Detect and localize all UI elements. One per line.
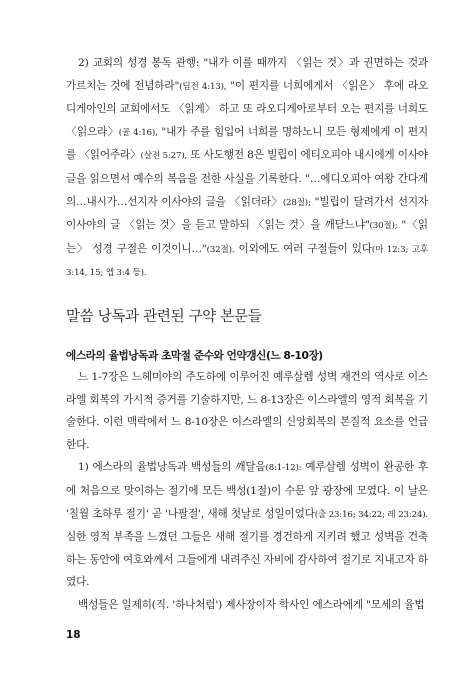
paragraph-ezra-reading	[66, 456, 428, 594]
text-segment: 예루살렘 성벽이 완공한 후에 처음으로 맞이하는 절기에 모든 백성(1절)이 수문 앞 광장에 모였다. 이 날은 '칠월 초하루 절기' 곧 '나팔절', 새해 첫날로 성일이었다	[66, 461, 428, 520]
text-segment: 이외에도 여러 구절들이 있다	[234, 242, 372, 255]
scripture-ref: (출 23:16; 34:22; 레 23:24).	[314, 509, 428, 520]
text-segment: "빌립이 달려가서 선지자 이사야의 글 〈읽는 것〉을 듣고 말하되 〈읽는 것〉을 깨닫느냐"	[66, 195, 428, 232]
sub-heading: 에스라의 율법낭독과 초막절 준수와 언약갱신(느 8-10장)	[66, 350, 323, 362]
text-segment: "〈읽는〉 성경 구절은 이것이니…"	[66, 219, 428, 255]
body-paragraph-top	[66, 52, 428, 285]
scripture-ref: (30절);	[369, 221, 398, 232]
text-segment: 또 사도행전 8은 빌립이 에티오피아 내시에게 이사야 글을 읽으면서 예수의 복음을 전한 사실을 기록한다. "…에디오피아 여왕 간다게의…내시가…선지자 이사야의 글을 〈읽더라〉	[66, 149, 428, 208]
body-paragraph-bottom	[66, 366, 428, 617]
scripture-ref: (살전 5:27),	[140, 151, 188, 162]
text-segment: 1) 에스라의 율법낭독과 백성들의 깨달음	[78, 461, 266, 474]
paragraph-intro: 느 1-7장은 느헤미야의 주도하에 이루어진 예루살렘 성벽 재건의 역사로 이스라엘 회복의 가시적 증거를 기술하지만, 느 8-13장은 이스라엘의 영적 회복을 기술한다. 이런 맥락에서 느 8-10장은 이스라엘의 신앙회복의 본질적 요소를 언급한다.	[66, 371, 428, 451]
scripture-ref: (28절);	[282, 197, 311, 208]
text-segment: 심한 영적 부족을 느꼈던 그들은 새해 절기를 경건하게 지키려 했고 성벽을 건축하는 동안에 여호와께서 그들에게 내려주신 자비에 감사하여 절기로 지내고자 하였다.	[66, 531, 428, 589]
paragraph-people: 백성들은 일제히(직. '하나처럼') 제사장이자 학사인 에스라에게 "모세의 율법	[78, 598, 425, 611]
text-segment: 2) 교회의 성경 봉독 관행: "내가 이를 때까지 〈읽는 것〉과 권면하는 것과 가르치는 것에 전념하라"	[66, 57, 428, 92]
text-segment: "이 편지를 너희에게서 〈읽은〉 후에 라오디게아인의 교회에서도 〈읽게〉 하고 또 라오디게아로부터 오는 편지를 너희도 〈읽으라〉	[66, 79, 428, 138]
page-number: 18	[66, 629, 81, 641]
section-title: 말씀 낭독과 관련된 구약 본문들	[66, 309, 262, 325]
scripture-ref: (32절).	[206, 244, 235, 255]
scripture-ref: (마 12:3; 고후 3:14, 15; 엡 3:4 등).	[66, 244, 428, 279]
scripture-ref: (8:1-12):	[265, 463, 302, 474]
text-segment: "내가 주를 힘입어 너희를 명하노니 모든 형제에게 이 편지를 〈읽어주라〉	[66, 125, 428, 162]
scripture-ref: (골 4:16),	[118, 127, 158, 138]
paragraph-reading-practice	[66, 52, 428, 285]
scripture-ref: (딤전 4:13),	[179, 81, 227, 92]
